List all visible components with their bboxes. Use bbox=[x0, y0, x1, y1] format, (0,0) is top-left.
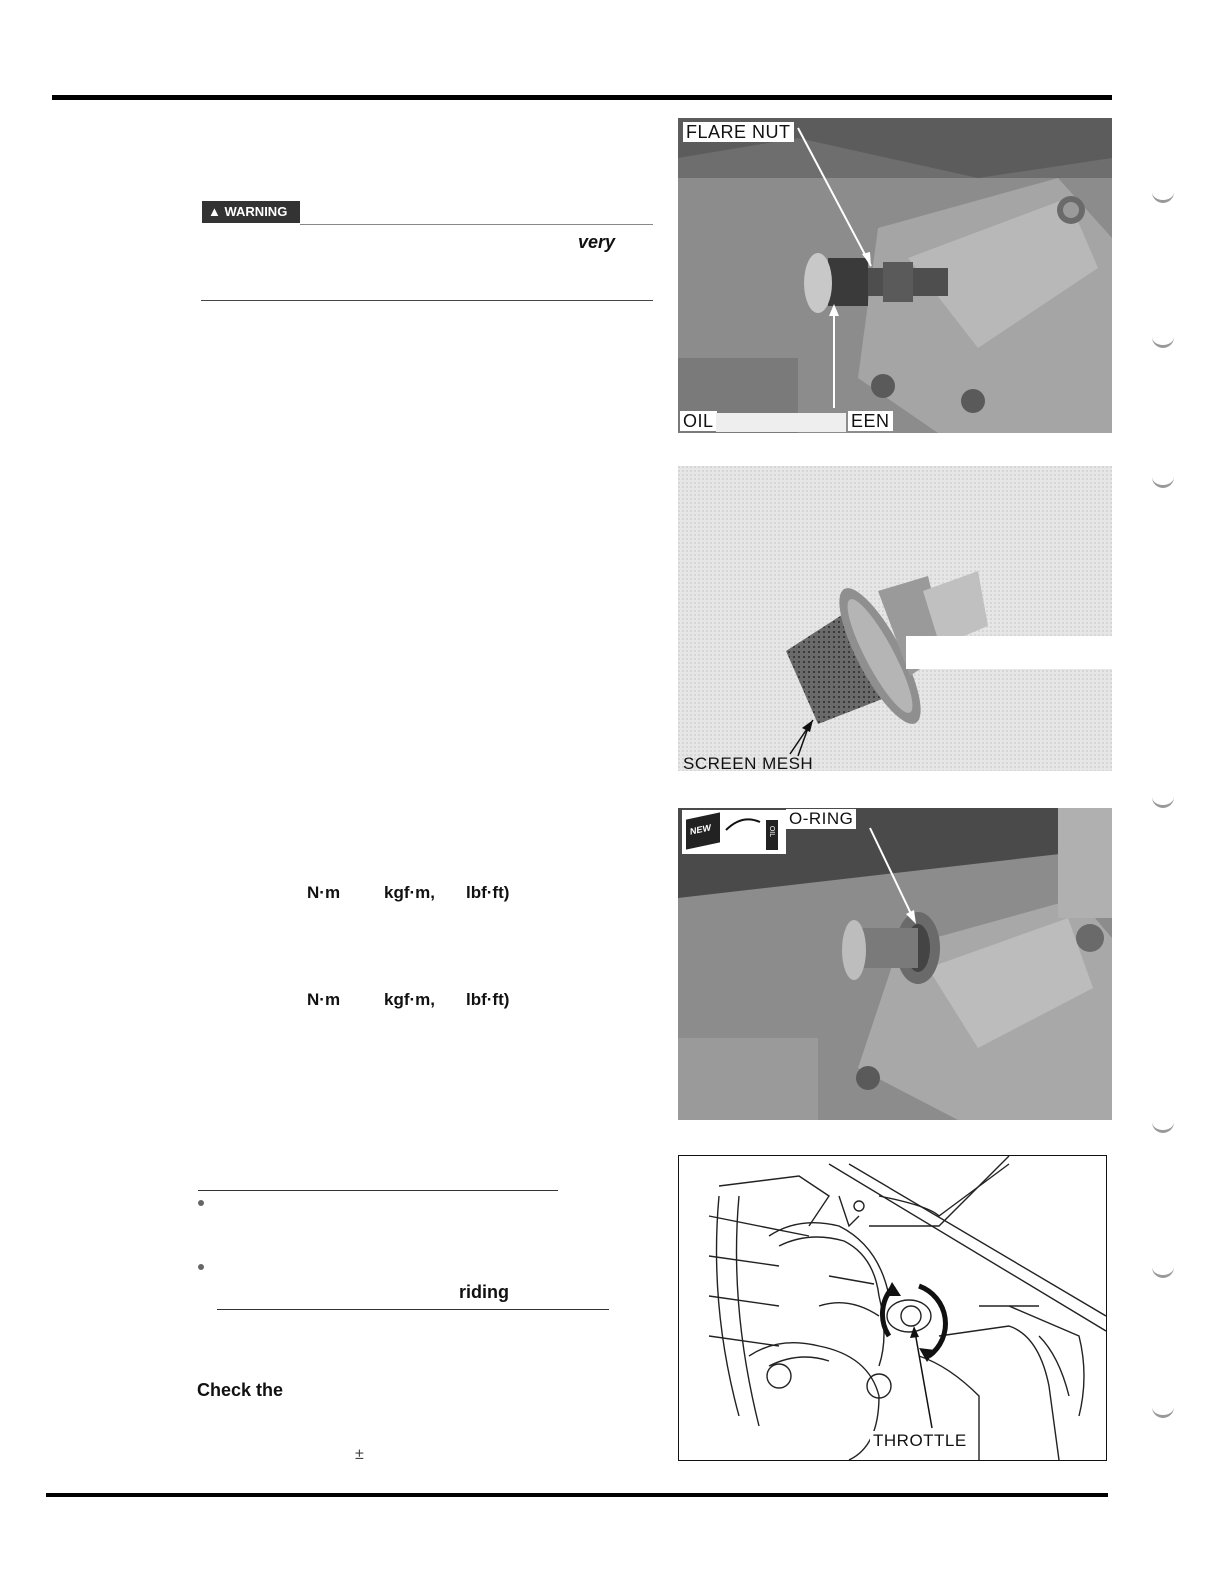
footer-rule bbox=[46, 1493, 1108, 1497]
torque-unit-nm-2: N·m bbox=[307, 990, 341, 1009]
label-throttle: THROTTLE bbox=[870, 1431, 970, 1451]
screen-mesh-white-patch bbox=[906, 636, 1112, 669]
label-screen-mesh: SCREEN MESH bbox=[683, 754, 814, 773]
warning-text-fragment: very bbox=[578, 232, 616, 252]
note-riding-text: riding bbox=[459, 1282, 509, 1302]
label-oil: OIL bbox=[680, 411, 717, 431]
torque-unit-kgfm-2: kgf·m, bbox=[384, 990, 435, 1009]
warning-bottom-rule bbox=[201, 300, 653, 301]
new-oil-badge-box bbox=[682, 810, 786, 854]
note-top-rule bbox=[198, 1190, 558, 1191]
torque-unit-kgfm-1: kgf·m, bbox=[384, 883, 435, 902]
label-oil-screen-gap bbox=[716, 413, 846, 432]
edge-mark bbox=[1152, 795, 1174, 808]
figure-flare-nut-photo bbox=[678, 118, 1112, 433]
new-badge-text: NEW bbox=[690, 822, 711, 837]
screen-mesh-illustration bbox=[678, 466, 1112, 771]
torque-unit-lbfft-2: lbf·ft) bbox=[466, 990, 510, 1009]
new-part-icon bbox=[686, 812, 720, 849]
edge-mark bbox=[1152, 1265, 1174, 1278]
note-bottom-rule bbox=[217, 1309, 609, 1310]
arrow-icon bbox=[724, 812, 764, 834]
edge-mark bbox=[1152, 475, 1174, 488]
note-bullet-2 bbox=[198, 1264, 204, 1270]
edge-mark bbox=[1152, 1405, 1174, 1418]
edge-mark bbox=[1152, 1120, 1174, 1133]
torque-unit-nm-1: N·m bbox=[307, 883, 341, 902]
header-rule bbox=[52, 95, 1112, 100]
flare-nut-illustration bbox=[678, 118, 1112, 433]
o-ring-illustration bbox=[678, 808, 1112, 1120]
label-flare-nut: FLARE NUT bbox=[683, 122, 794, 142]
label-o-ring: O-RING bbox=[786, 809, 856, 829]
oil-badge-text: OIL bbox=[768, 825, 776, 838]
figure-throttle-drawing bbox=[678, 1155, 1107, 1461]
note-bullet-1 bbox=[198, 1200, 204, 1206]
label-screen-fragment: EEN bbox=[848, 411, 893, 431]
oil-can-icon bbox=[766, 820, 778, 850]
check-text: Check the bbox=[197, 1380, 284, 1400]
edge-mark bbox=[1152, 190, 1174, 203]
throttle-illustration bbox=[679, 1156, 1106, 1460]
warning-badge: ▲ WARNING bbox=[202, 201, 300, 223]
warning-top-rule bbox=[300, 224, 653, 225]
plus-minus-sign: ± bbox=[355, 1446, 364, 1463]
edge-mark bbox=[1152, 335, 1174, 348]
torque-unit-lbfft-1: lbf·ft) bbox=[466, 883, 510, 902]
figure-o-ring-photo bbox=[678, 808, 1112, 1120]
figure-screen-mesh-photo bbox=[678, 466, 1112, 771]
